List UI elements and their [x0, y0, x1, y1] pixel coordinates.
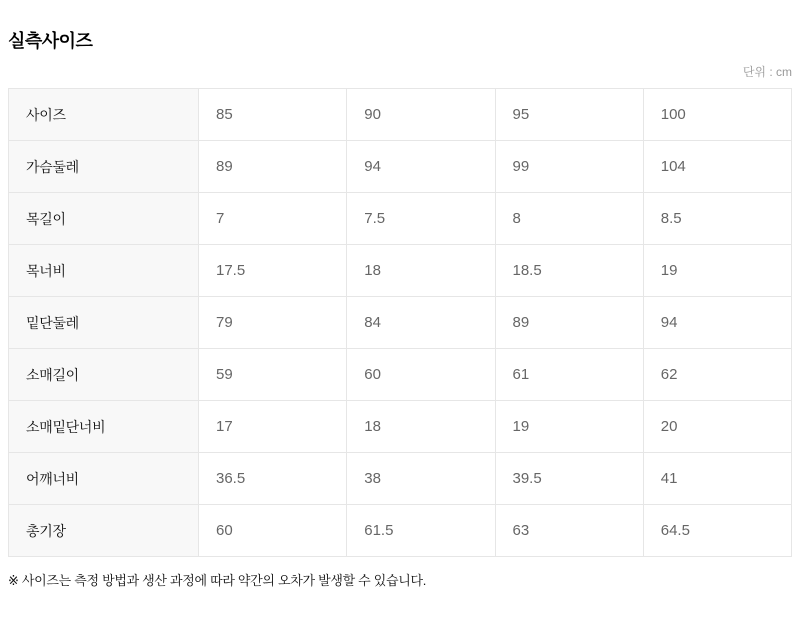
value-cell: 63 — [495, 505, 643, 557]
row-header-cell: 총기장 — [9, 505, 199, 557]
value-cell: 90 — [347, 89, 495, 141]
unit-label: 단위 : cm — [742, 65, 792, 79]
row-header-cell: 가슴둘레 — [9, 141, 199, 193]
value-cell: 18 — [347, 401, 495, 453]
value-cell: 38 — [347, 453, 495, 505]
value-cell: 17 — [199, 401, 347, 453]
value-cell: 61.5 — [347, 505, 495, 557]
row-header-cell: 소매길이 — [9, 349, 199, 401]
size-disclaimer-note: ※ 사이즈는 측정 방법과 생산 과정에 따라 약간의 오차가 발생할 수 있습니다. — [8, 573, 427, 588]
value-cell: 8.5 — [643, 193, 791, 245]
value-cell: 104 — [643, 141, 791, 193]
value-cell: 60 — [199, 505, 347, 557]
value-cell: 95 — [495, 89, 643, 141]
value-cell: 7.5 — [347, 193, 495, 245]
value-cell: 84 — [347, 297, 495, 349]
value-cell: 62 — [643, 349, 791, 401]
value-cell: 89 — [199, 141, 347, 193]
row-header-cell: 소매밑단너비 — [9, 401, 199, 453]
table-row — [9, 245, 792, 297]
table-row — [9, 453, 792, 505]
row-header-cell: 어깨너비 — [9, 453, 199, 505]
value-cell: 64.5 — [643, 505, 791, 557]
value-cell: 41 — [643, 453, 791, 505]
value-cell: 18 — [347, 245, 495, 297]
value-cell: 19 — [495, 401, 643, 453]
table-row — [9, 89, 792, 141]
value-cell: 99 — [495, 141, 643, 193]
table-row — [9, 349, 792, 401]
value-cell: 18.5 — [495, 245, 643, 297]
value-cell: 79 — [199, 297, 347, 349]
value-cell: 61 — [495, 349, 643, 401]
value-cell: 85 — [199, 89, 347, 141]
value-cell: 100 — [643, 89, 791, 141]
value-cell: 89 — [495, 297, 643, 349]
value-cell: 36.5 — [199, 453, 347, 505]
row-header-cell: 밑단둘레 — [9, 297, 199, 349]
table-row — [9, 141, 792, 193]
value-cell: 17.5 — [199, 245, 347, 297]
row-header-cell: 목길이 — [9, 193, 199, 245]
value-cell: 39.5 — [495, 453, 643, 505]
value-cell: 20 — [643, 401, 791, 453]
table-row — [9, 505, 792, 557]
value-cell: 19 — [643, 245, 791, 297]
value-cell: 7 — [199, 193, 347, 245]
table-row — [9, 193, 792, 245]
value-cell: 59 — [199, 349, 347, 401]
row-header-cell: 목너비 — [9, 245, 199, 297]
table-row — [9, 297, 792, 349]
page-title: 실측사이즈 — [8, 31, 93, 51]
value-cell: 94 — [643, 297, 791, 349]
size-table — [8, 88, 792, 557]
value-cell: 94 — [347, 141, 495, 193]
value-cell: 60 — [347, 349, 495, 401]
value-cell: 8 — [495, 193, 643, 245]
row-header-cell: 사이즈 — [9, 89, 199, 141]
table-row — [9, 401, 792, 453]
